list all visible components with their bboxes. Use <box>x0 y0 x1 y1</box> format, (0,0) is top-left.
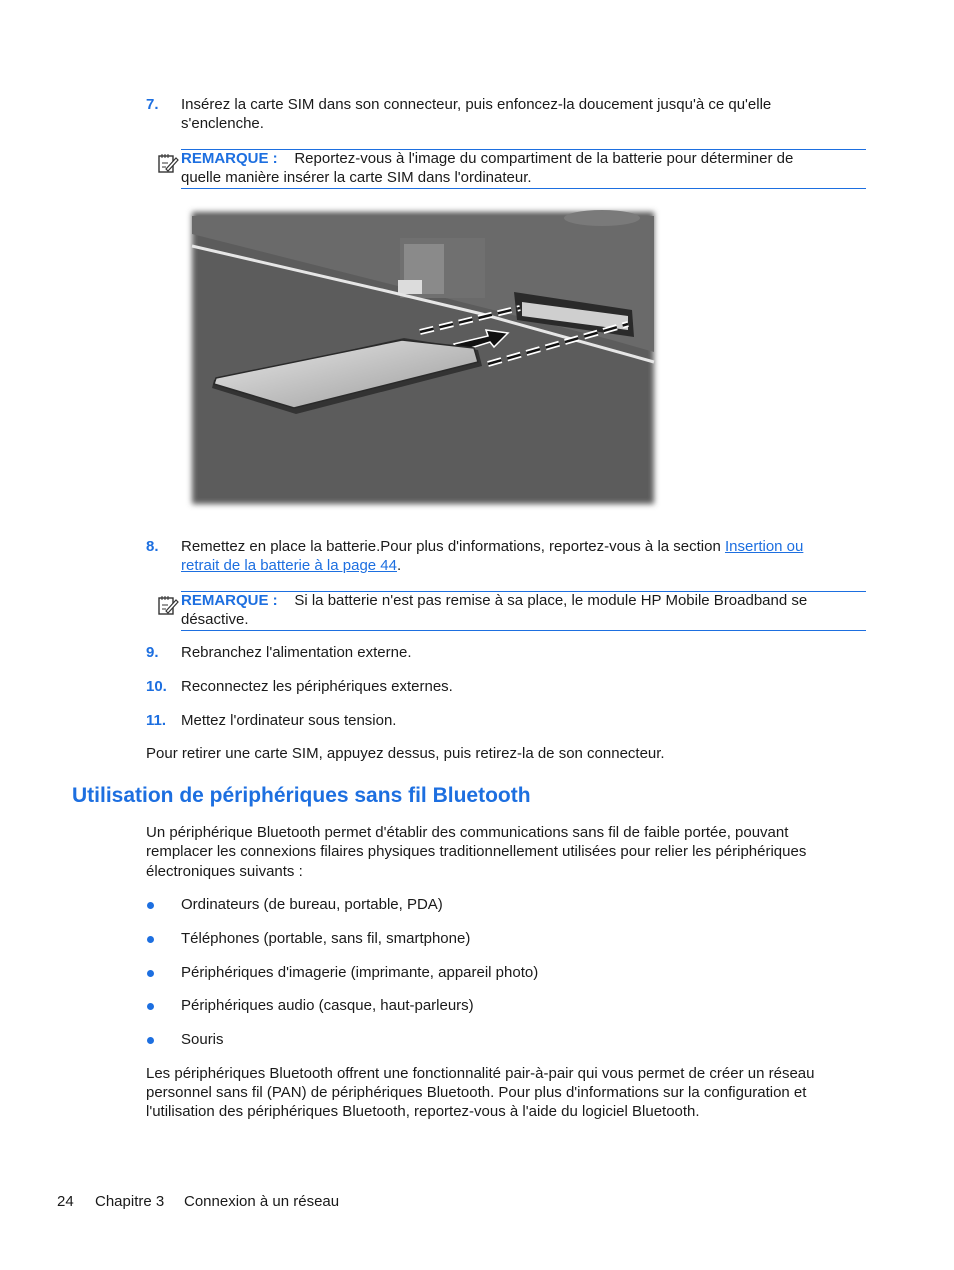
page-number: 24 <box>57 1193 74 1210</box>
list-item-text: Souris <box>181 1031 224 1048</box>
paragraph-line: Les périphériques Bluetooth offrent une fonctionnalité pair-à-pair qui vous permet de créer un réseau <box>146 1065 815 1082</box>
step-text-line: Insérez la carte SIM dans son connecteur, puis enfoncez-la doucement jusqu'à ce qu'elle <box>181 96 772 113</box>
step-text: Mettez l'ordinateur sous tension. <box>181 712 397 729</box>
step-text-line <box>181 537 803 557</box>
bullet-icon <box>147 902 154 909</box>
step-number: 11. <box>146 712 167 729</box>
list-item-text: Périphériques audio (casque, haut-parleurs) <box>181 997 474 1014</box>
paragraph-line: l'utilisation des périphériques Bluetooth, reportez-vous à l'aide du logiciel Bluetooth. <box>146 1103 700 1120</box>
paragraph-line: électroniques suivants : <box>146 863 303 880</box>
sim-removal-paragraph: Pour retirer une carte SIM, appuyez dessus, puis retirez-la de son connecteur. <box>146 745 665 762</box>
section-heading: Utilisation de périphériques sans fil Bluetooth <box>72 784 531 807</box>
note-box <box>181 591 866 631</box>
note-pencil-icon <box>157 152 179 174</box>
note-text: quelle manière insérer la carte SIM dans l'ordinateur. <box>181 169 532 186</box>
chapter-title: Connexion à un réseau <box>184 1193 340 1210</box>
note-line <box>181 149 793 169</box>
step-number: 10. <box>146 678 167 695</box>
note-pencil-icon <box>157 594 179 616</box>
list-item-text: Téléphones (portable, sans fil, smartphone) <box>181 930 471 947</box>
battery-section-link[interactable]: Insertion ou <box>724 538 804 555</box>
paragraph-line: Un périphérique Bluetooth permet d'établir des communications sans fil de faible portée, pouvant <box>146 824 789 841</box>
step-number: 8. <box>146 538 159 555</box>
note-text: Si la batterie n'est pas remise à sa place, le module HP Mobile Broadband se <box>294 592 808 609</box>
paragraph-line: personnel sans fil (PAN) de périphériques Bluetooth. Pour plus d'informations sur la configuration et <box>146 1084 807 1101</box>
note-box <box>181 149 866 189</box>
list-item-text: Ordinateurs (de bureau, portable, PDA) <box>181 896 443 913</box>
step-text: Remettez en place la batterie.Pour plus d'informations, reportez-vous à la section <box>181 538 725 555</box>
bullet-icon <box>147 970 154 977</box>
list-item-text: Périphériques d'imagerie (imprimante, appareil photo) <box>181 964 539 981</box>
bullet-icon <box>147 936 154 943</box>
step-text: Rebranchez l'alimentation externe. <box>181 644 412 661</box>
bullet-icon <box>147 1003 154 1010</box>
note-text: désactive. <box>181 611 249 628</box>
paragraph-line: remplacer les connexions filaires physiques traditionnellement utilisées pour relier les périphériques <box>146 843 807 860</box>
note-label: REMARQUE : <box>181 592 278 609</box>
step-text-line: s'enclenche. <box>181 115 264 132</box>
step-text: . <box>396 557 402 574</box>
step-number: 7. <box>146 96 159 113</box>
sim-insert-illustration <box>182 202 664 514</box>
step-number: 9. <box>146 644 159 661</box>
battery-section-link[interactable]: retrait de la batterie à la page 44 <box>181 557 397 574</box>
note-text: Reportez-vous à l'image du compartiment de la batterie pour déterminer de <box>294 150 794 167</box>
note-label: REMARQUE : <box>181 150 278 167</box>
chapter-label: Chapitre 3 <box>95 1193 165 1210</box>
step-text-line <box>181 556 401 576</box>
bullet-icon <box>147 1037 154 1044</box>
note-line <box>181 591 807 611</box>
step-text: Reconnectez les périphériques externes. <box>181 678 453 695</box>
